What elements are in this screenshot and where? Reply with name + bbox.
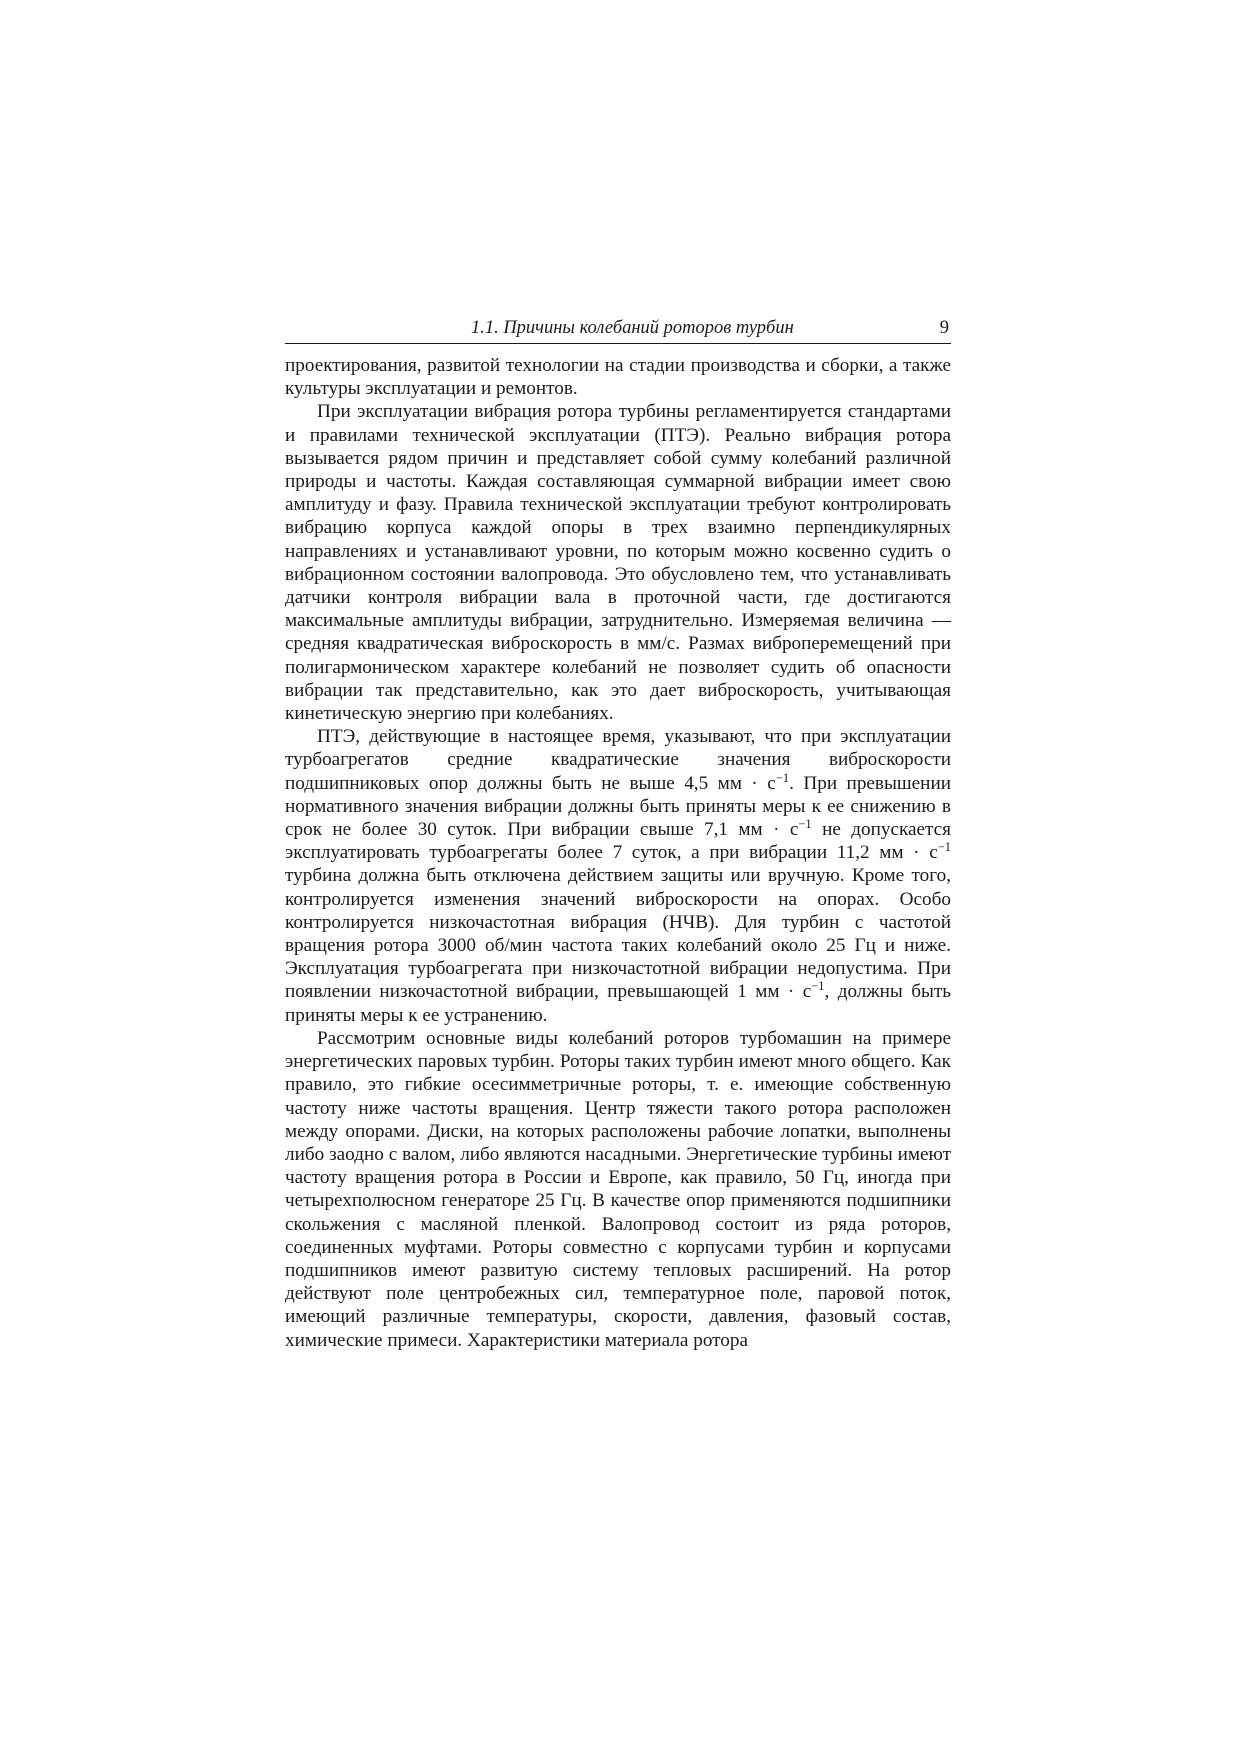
superscript-exponent: −1 (811, 979, 825, 994)
superscript-exponent: −1 (798, 817, 812, 832)
running-head (285, 318, 951, 344)
superscript-exponent: −1 (937, 840, 951, 855)
paragraph-4: Рассмотрим основные виды колебаний роторов турбомашин на примере энергетических паровых турбин. Роторы таких турбин имеют много общего. Как правило, это гибкие осесимметричные роторы, т. е. имеющие собственную частоту ниже частоты вращения. Центр тяжести такого ротора расположен между опорами. Диски, на которых расположены рабочие лопатки, выполнены либо заодно с валом, либо являются насадными. Энергетические турбины имеют частоту вращения ротора в России и Европе, как правило, 50 Гц, иногда при четырехполюсном генераторе 25 Гц. В качестве опор применяются подшипники скольжения с масляной пленкой. Валопровод состоит из ряда роторов, соединенных муфтами. Роторы совместно с корпусами турбин и корпусами подшипников имеют развитую систему тепловых расширений. На ротор действуют поле центробежных сил, температурное поле, паровой поток, имеющий различные температуры, скорости, давления, фазовый состав, химические примеси. Характеристики материала ротора (285, 1027, 951, 1351)
book-page (285, 318, 951, 1352)
paragraph-1: проектирования, развитой технологии на стадии производства и сборки, а также культуры эксплуатации и ремонтов. (285, 355, 951, 400)
paragraph-3-text: турбина должна быть отключена действием защиты или вручную. Кроме того, контролируется изменения значений виброскорости на опорах. Особо контролируется низкочастотная вибрация (НЧВ). Для турбин с частотой вращения ротора 3000 об/мин частота таких колебаний около 25 Гц и ниже. Эксплуатация турбоагрегата при низкочастотной вибрации недопустима. При появлении низкочастотной вибрации, превышающей 1 мм · с (285, 865, 951, 1003)
paragraph-3-text: ПТЭ, действующие в настоящее время, указывают, что при эксплуатации турбоагрегатов средние квадратические значения виброскорости подшипниковых опор должны быть не выше 4,5 мм · с (285, 726, 951, 794)
superscript-exponent: −1 (775, 770, 790, 785)
body-text (285, 354, 951, 1352)
section-title: 1.1. Причины колебаний роторов турбин (470, 318, 794, 338)
paragraph-3-text: . При превышении нормативного значения вибрации должны быть приняты меры к ее снижению в срок не более 30 суток. При вибрации свыше 7,1 мм · с (285, 772, 951, 841)
paragraph-3 (285, 725, 951, 1027)
page-number: 9 (939, 318, 949, 338)
paragraph-3-text: не допускается эксплуатировать турбоагрегаты более 7 суток, а при вибрации 11,2 мм · с (285, 819, 952, 864)
paragraph-3-text: , должны быть приняты меры к ее устранению. (285, 981, 951, 1026)
paragraph-2: При эксплуатации вибрация ротора турбины регламентируется стандартами и правилами технической эксплуатации (ПТЭ). Реально вибрация ротора вызывается рядом причин и представляет собой сумму колебаний различной природы и частоты. Каждая составляющая суммарной вибрации имеет свою амплитуду и фазу. Правила технической эксплуатации требуют контролировать вибрацию корпуса каждой опоры в трех взаимно перпендикулярных направлениях и устанавливают уровни, по которым можно косвенно судить о вибрационном состоянии валопровода. Это обусловлено тем, что устанавливать датчики контроля вибрации вала в проточной части, где достигаются максимальные амплитуды вибрации, затруднительно. Измеряемая величина — средняя квадратическая виброскорость в мм/с. Размах виброперемещений при полигармоническом характере колебаний не позволяет судить об опасности вибрации так представительно, как это дает виброскорость, учитывающая кинетическую энергию при колебаниях. (285, 401, 951, 725)
